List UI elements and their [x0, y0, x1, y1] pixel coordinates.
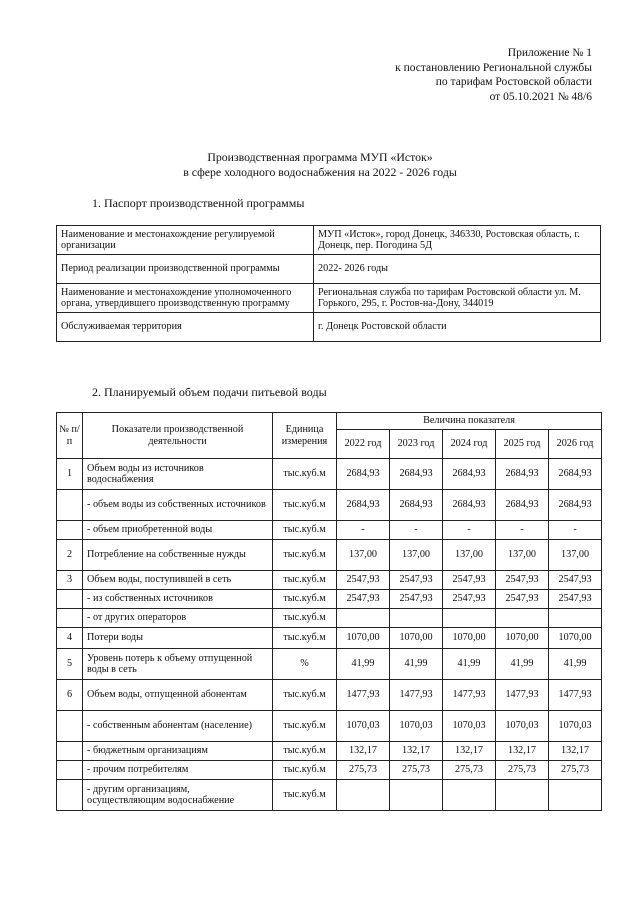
section-heading-passport: 1. Паспорт производственной программы: [92, 196, 305, 210]
appendix-line: по тарифам Ростовской области: [435, 76, 592, 88]
row-unit: тыс.куб.м: [273, 780, 337, 811]
row-value: -: [443, 521, 496, 540]
passport-value: 2022- 2026 годы: [314, 255, 601, 284]
row-value: [337, 609, 390, 628]
header-year: 2026 год: [549, 430, 602, 459]
row-indicator: - прочим потребителям: [83, 761, 273, 780]
row-value: 2684,93: [443, 459, 496, 490]
table-row: [57, 255, 601, 284]
row-value: 137,00: [390, 540, 443, 571]
header-year: 2024 год: [443, 430, 496, 459]
row-value: 2684,93: [549, 490, 602, 521]
table-row: [57, 649, 602, 680]
row-number: 5: [57, 649, 83, 680]
row-indicator: Потребление на собственные нужды: [83, 540, 273, 571]
row-value: 2547,93: [549, 571, 602, 590]
row-value: 1070,00: [496, 628, 549, 649]
header-indicator: Показатели производственной деятельности: [83, 413, 273, 459]
row-value: 1070,03: [496, 711, 549, 742]
row-value: [496, 609, 549, 628]
row-value: -: [549, 521, 602, 540]
row-value: 2547,93: [496, 590, 549, 609]
row-value: 41,99: [549, 649, 602, 680]
row-value: 137,00: [337, 540, 390, 571]
header-number: № п/п: [57, 413, 83, 459]
header-year: 2023 год: [390, 430, 443, 459]
row-value: 1070,00: [549, 628, 602, 649]
appendix-line: от 05.10.2021 № 48/6: [489, 90, 592, 103]
table-row: [57, 571, 602, 590]
row-value: [390, 780, 443, 811]
row-value: 132,17: [443, 742, 496, 761]
header-year: 2025 год: [496, 430, 549, 459]
row-unit: тыс.куб.м: [273, 609, 337, 628]
row-indicator: - от других операторов: [83, 609, 273, 628]
table-body: [57, 459, 602, 811]
row-value: [443, 609, 496, 628]
passport-key: Наименование и местонахождение уполномоченного органа, утвердившего производственную программу: [57, 284, 314, 313]
row-value: 137,00: [443, 540, 496, 571]
table-row: [57, 521, 602, 540]
row-number: [57, 521, 83, 540]
row-value: 132,17: [549, 742, 602, 761]
row-value: [496, 780, 549, 811]
row-value: 2684,93: [337, 490, 390, 521]
passport-value: г. Донецк Ростовской области: [314, 313, 601, 342]
row-value: [337, 780, 390, 811]
row-value: 2684,93: [390, 459, 443, 490]
row-indicator: Объем воды из источников водоснабжения: [83, 459, 273, 490]
row-indicator: - объем приобретенной воды: [83, 521, 273, 540]
row-number: [57, 711, 83, 742]
table-row: [57, 780, 602, 811]
table-row: [57, 284, 601, 313]
row-value: [443, 780, 496, 811]
table-row: [57, 609, 602, 628]
row-indicator: Потери воды: [83, 628, 273, 649]
row-value: -: [337, 521, 390, 540]
row-value: 1070,03: [337, 711, 390, 742]
table-row: [57, 313, 601, 342]
row-number: [57, 490, 83, 521]
header-year: 2022 год: [337, 430, 390, 459]
row-indicator: - из собственных источников: [83, 590, 273, 609]
row-number: [57, 742, 83, 761]
table-row: [57, 761, 602, 780]
passport-key: Обслуживаемая территория: [57, 313, 314, 342]
table-row: [57, 540, 602, 571]
row-indicator: Объем воды, отпущенной абонентам: [83, 680, 273, 711]
row-value: 275,73: [337, 761, 390, 780]
row-value: 2547,93: [390, 590, 443, 609]
table-row: [57, 711, 602, 742]
row-value: 2684,93: [496, 459, 549, 490]
row-value: 41,99: [443, 649, 496, 680]
row-unit: тыс.куб.м: [273, 590, 337, 609]
row-number: [57, 590, 83, 609]
row-value: [549, 780, 602, 811]
title-line: в сфере холодного водоснабжения на 2022 - 2026 годы: [183, 165, 457, 179]
row-value: 1477,93: [549, 680, 602, 711]
row-value: 1477,93: [496, 680, 549, 711]
row-number: 1: [57, 459, 83, 490]
table-row: [57, 680, 602, 711]
row-value: 132,17: [337, 742, 390, 761]
row-value: 2684,93: [549, 459, 602, 490]
row-unit: тыс.куб.м: [273, 742, 337, 761]
row-value: 2684,93: [443, 490, 496, 521]
row-value: [549, 609, 602, 628]
row-value: 41,99: [496, 649, 549, 680]
row-number: [57, 780, 83, 811]
table-row: [57, 742, 602, 761]
row-indicator: - собственным абонентам (население): [83, 711, 273, 742]
table-row: [57, 490, 602, 521]
section-heading-volume: 2. Планируемый объем подачи питьевой воды: [92, 385, 327, 399]
row-value: 1070,03: [390, 711, 443, 742]
row-value: 41,99: [337, 649, 390, 680]
row-value: 1477,93: [390, 680, 443, 711]
row-unit: тыс.куб.м: [273, 711, 337, 742]
row-indicator: - объем воды из собственных источников: [83, 490, 273, 521]
row-value: 2547,93: [443, 571, 496, 590]
row-number: 2: [57, 540, 83, 571]
row-unit: тыс.куб.м: [273, 571, 337, 590]
passport-value: Региональная служба по тарифам Ростовской области ул. М. Горького, 295, г. Ростов-на-Дону, 344019: [314, 284, 601, 313]
row-value: 132,17: [496, 742, 549, 761]
row-unit: тыс.куб.м: [273, 490, 337, 521]
table-row: [57, 628, 602, 649]
row-value: 1070,00: [443, 628, 496, 649]
row-value: 1477,93: [443, 680, 496, 711]
row-value: 2547,93: [549, 590, 602, 609]
row-number: [57, 609, 83, 628]
passport-table: [56, 225, 601, 342]
row-unit: тыс.куб.м: [273, 761, 337, 780]
passport-value: МУП «Исток», город Донецк, 346330, Ростовская область, г. Донецк, пер. Погодина 5Д: [314, 226, 601, 255]
row-value: 137,00: [549, 540, 602, 571]
row-value: 275,73: [443, 761, 496, 780]
passport-key: Наименование и местонахождение регулируемой организации: [57, 226, 314, 255]
table-header-row: [57, 413, 602, 430]
row-value: 275,73: [390, 761, 443, 780]
row-unit: тыс.куб.м: [273, 459, 337, 490]
row-unit: тыс.куб.м: [273, 628, 337, 649]
header-unit: Единица измерения: [273, 413, 337, 459]
row-unit: тыс.куб.м: [273, 540, 337, 571]
row-value: 1070,03: [549, 711, 602, 742]
row-value: 2547,93: [390, 571, 443, 590]
row-value: -: [496, 521, 549, 540]
row-value: 275,73: [549, 761, 602, 780]
row-value: 2547,93: [443, 590, 496, 609]
row-value: 2547,93: [337, 590, 390, 609]
row-indicator: Уровень потерь к объему отпущенной воды в сеть: [83, 649, 273, 680]
row-unit: %: [273, 649, 337, 680]
row-value: 1070,00: [390, 628, 443, 649]
row-value: 2684,93: [496, 490, 549, 521]
passport-key: Период реализации производственной программы: [57, 255, 314, 284]
row-value: 2684,93: [390, 490, 443, 521]
row-indicator: Объем воды, поступившей в сеть: [83, 571, 273, 590]
header-value: Величина показателя: [337, 413, 602, 430]
row-value: 2547,93: [337, 571, 390, 590]
row-value: [390, 609, 443, 628]
row-number: 4: [57, 628, 83, 649]
appendix-line: Приложение № 1: [507, 47, 592, 59]
table-row: [57, 226, 601, 255]
water-volume-table: [56, 412, 602, 811]
row-indicator: - другим организациям, осуществляющим водоснабжение: [83, 780, 273, 811]
table-row: [57, 459, 602, 490]
row-value: 1477,93: [337, 680, 390, 711]
row-value: 275,73: [496, 761, 549, 780]
row-value: -: [390, 521, 443, 540]
row-number: 3: [57, 571, 83, 590]
table-row: [57, 590, 602, 609]
row-indicator: - бюджетным организациям: [83, 742, 273, 761]
row-value: 1070,03: [443, 711, 496, 742]
row-unit: тыс.куб.м: [273, 521, 337, 540]
row-unit: тыс.куб.м: [273, 680, 337, 711]
appendix-line: к постановлению Региональной службы: [395, 61, 592, 74]
row-value: 2547,93: [496, 571, 549, 590]
row-value: 137,00: [496, 540, 549, 571]
appendix-block: [395, 46, 592, 104]
row-number: 6: [57, 680, 83, 711]
row-value: 132,17: [390, 742, 443, 761]
document-title: [0, 150, 640, 180]
row-value: 41,99: [390, 649, 443, 680]
row-number: [57, 761, 83, 780]
title-line: Производственная программа МУП «Исток»: [207, 150, 433, 164]
row-value: 1070,00: [337, 628, 390, 649]
row-value: 2684,93: [337, 459, 390, 490]
